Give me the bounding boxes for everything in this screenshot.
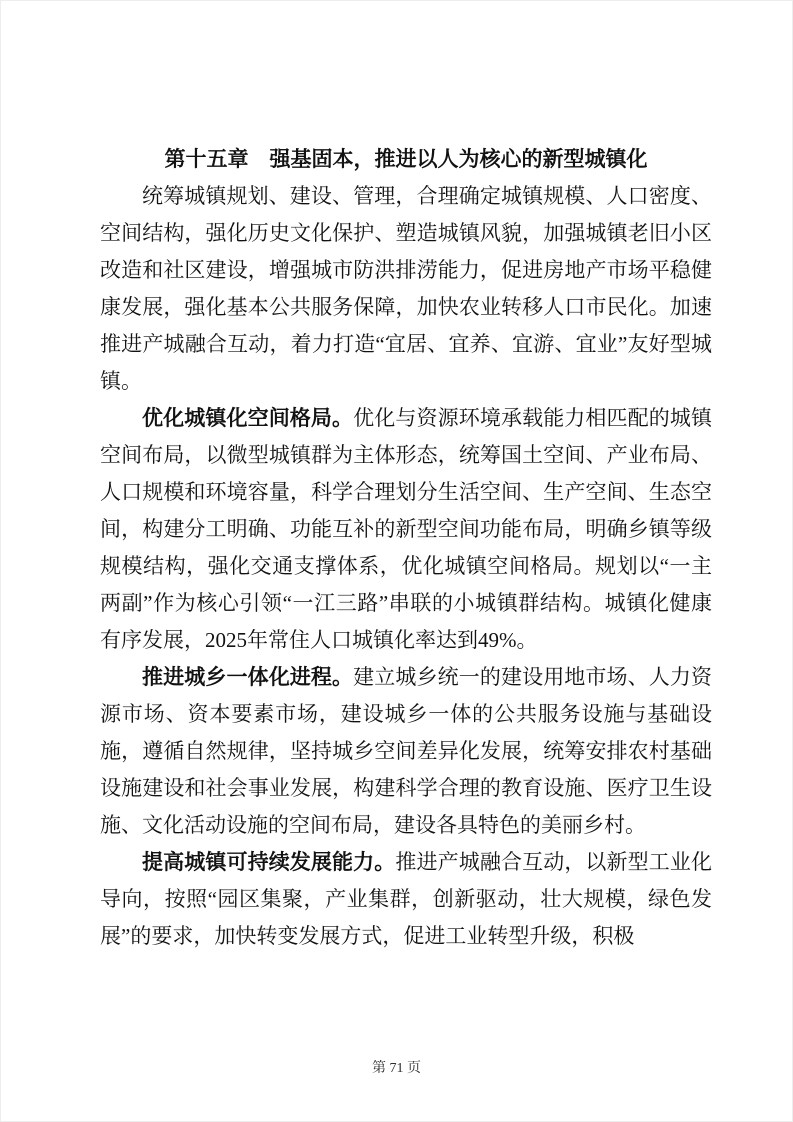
paragraph xyxy=(100,400,712,659)
paragraph-text: 优化与资源环境承载能力相匹配的城镇空间布局，以微型城镇群为主体形态，统筹国土空间、产业布局、人口规模和环境容量，科学合理划分生活空间、生产空间、生态空间，构建分工明确、功能互补的新型空间功能布局，明确乡镇等级规模结构，强化交通支撑体系，优化城镇空间格局。规划以“一主两副”作为核心引领“一江三路”串联的小城镇群结构。城镇化健康有序发展，2025年常住人口城镇化率达到49%。 xyxy=(100,406,713,652)
paragraph xyxy=(100,659,712,844)
paragraph-text: 推进产城融合互动，以新型工业化导向，按照“园区集聚，产业集群，创新驱动，壮大规模，绿色发展”的要求，加快转变发展方式，促进工业转型升级，积极 xyxy=(100,850,713,948)
paragraph-text: 建立城乡统一的建设用地市场、人力资源市场、资本要素市场，建设城乡一体的公共服务设施与基础设施，遵循自然规律，坚持城乡空间差异化发展，统筹安排农村基础设施建设和社会事业发展，构建科学合理的教育设施、医疗卫生设施、文化活动设施的空间布局，建设各具特色的美丽乡村。 xyxy=(100,665,713,837)
paragraph-lead: 推进城乡一体化进程。 xyxy=(142,665,354,689)
paragraph xyxy=(100,178,712,400)
page-number: 第 71 页 xyxy=(372,1061,421,1076)
paragraph-lead: 提高城镇可持续发展能力。 xyxy=(142,850,396,874)
paragraph-lead: 优化城镇化空间格局。 xyxy=(142,406,354,430)
paragraph xyxy=(100,844,712,955)
chapter-title: 第十五章 强基固本，推进以人为核心的新型城镇化 xyxy=(164,147,648,171)
paragraph-text: 统筹城镇规划、建设、管理，合理确定城镇规模、人口密度、空间结构，强化历史文化保护、塑造城镇风貌，加强城镇老旧小区改造和社区建设，增强城市防洪排涝能力，促进房地产市场平稳健康发展，强化基本公共服务保障，加快农业转移人口市民化。加速推进产城融合互动，着力打造“宜居、宜养、宜游、宜业”友好型城镇。 xyxy=(100,184,712,393)
